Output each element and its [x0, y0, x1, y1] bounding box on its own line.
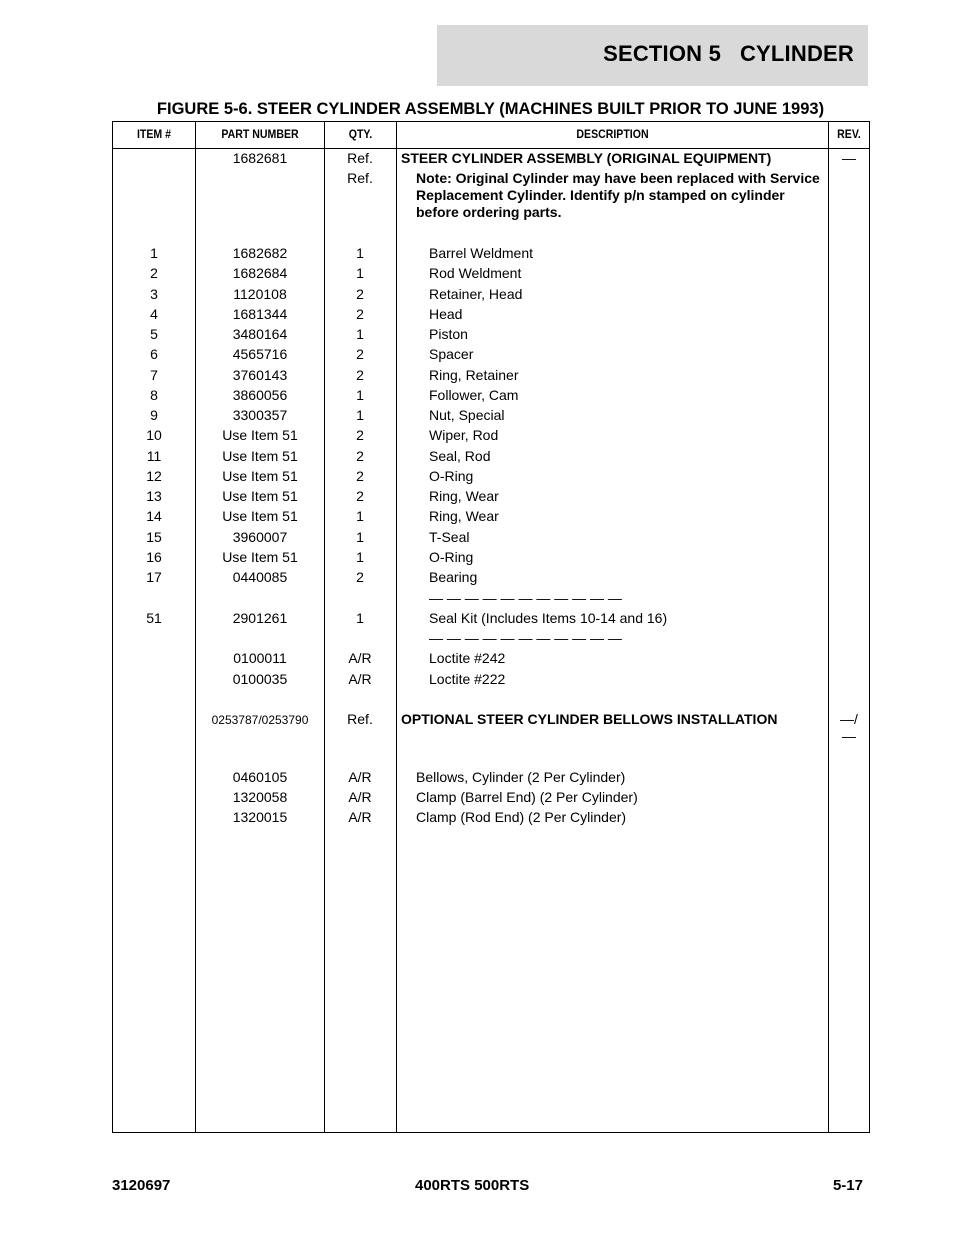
quantity: 2: [356, 306, 364, 322]
description: OPTIONAL STEER CYLINDER BELLOWS INSTALLATION: [401, 711, 778, 727]
section-title: SECTION 5 CYLINDER: [603, 41, 854, 66]
quantity: 2: [356, 468, 364, 484]
quantity: 1: [356, 387, 364, 403]
description: Bellows, Cylinder (2 Per Cylinder): [416, 769, 626, 785]
table-row: [113, 448, 869, 468]
quantity: 2: [356, 569, 364, 585]
quantity: A/R: [348, 789, 372, 805]
quantity: 1: [356, 549, 364, 565]
item-number: 6: [150, 346, 158, 362]
revision: —/: [840, 711, 858, 727]
header-description: DESCRIPTION: [576, 127, 649, 141]
part-number: 3960007: [232, 529, 288, 545]
table-row: [113, 427, 869, 447]
quantity: Ref.: [347, 150, 373, 166]
description: Head: [429, 306, 463, 322]
item-number: 12: [146, 468, 162, 484]
footer-page-number: 5-17: [832, 1177, 863, 1194]
description: Clamp (Rod End) (2 Per Cylinder): [416, 809, 627, 825]
part-number: 3760143: [232, 367, 288, 383]
table-row: [113, 407, 869, 427]
part-number: 1682684: [232, 265, 288, 281]
description: Seal, Rod: [429, 448, 491, 464]
part-number: 1681344: [232, 306, 288, 322]
part-number: 1320058: [232, 789, 288, 805]
parts-table: [112, 121, 870, 1133]
part-number: Use Item 51: [222, 468, 298, 484]
separator-dashes: — — — — — — — — — — —: [429, 630, 622, 646]
item-number: 3: [150, 286, 158, 302]
table-row: [113, 326, 869, 346]
item-number: 10: [146, 427, 162, 443]
bellows-row: [113, 769, 869, 789]
description: Loctite #242: [429, 650, 506, 666]
table-row: [113, 306, 869, 326]
item-number: 51: [146, 610, 162, 626]
description: Follower, Cam: [429, 387, 519, 403]
bellows-row: [113, 809, 869, 829]
table-row: [113, 387, 869, 407]
quantity: 1: [356, 326, 364, 342]
quantity: 2: [356, 488, 364, 504]
header-rev: REV.: [837, 127, 861, 141]
description: Nut, Special: [429, 407, 505, 423]
part-number: Use Item 51: [222, 488, 298, 504]
footer-document-number: 3120697: [112, 1177, 171, 1194]
quantity: A/R: [348, 769, 372, 785]
part-number: 0440085: [232, 569, 288, 585]
part-number: 1320015: [232, 809, 288, 825]
description: Ring, Wear: [429, 508, 499, 524]
description: O-Ring: [429, 549, 474, 565]
assembly-row: [113, 150, 869, 170]
quantity: A/R: [348, 809, 372, 825]
quantity: 1: [356, 265, 364, 281]
description: Spacer: [429, 346, 474, 362]
table-row: [113, 367, 869, 387]
quantity: A/R: [348, 650, 372, 666]
header-part-number: PART NUMBER: [221, 127, 299, 141]
item-number: 15: [146, 529, 162, 545]
description: Wiper, Rod: [429, 427, 499, 443]
description: Loctite #222: [429, 671, 506, 687]
part-number: 1682681: [232, 150, 288, 166]
description: Retainer, Head: [429, 286, 523, 302]
part-number: 1682682: [232, 245, 288, 261]
item-number: 13: [146, 488, 162, 504]
quantity: Ref.: [347, 711, 373, 727]
revision: —: [842, 150, 856, 166]
footer-model: 400RTS 500RTS: [415, 1177, 530, 1194]
part-number: Use Item 51: [222, 448, 298, 464]
item-number: 4: [150, 306, 158, 322]
quantity: 1: [356, 407, 364, 423]
item-number: 9: [150, 407, 158, 423]
dash-row: [113, 590, 869, 610]
bellows-row: [113, 789, 869, 809]
description: Ring, Wear: [429, 488, 499, 504]
note-line: before ordering parts.: [416, 204, 562, 220]
part-number: 2901261: [232, 610, 288, 626]
section-banner: [437, 25, 868, 86]
part-number: 3480164: [232, 326, 288, 342]
part-number: 4565716: [232, 346, 288, 362]
quantity: 1: [356, 508, 364, 524]
quantity: A/R: [348, 671, 372, 687]
note-line: Note: Original Cylinder may have been replaced with Service: [416, 170, 820, 186]
table-row: [113, 245, 869, 265]
quantity: 1: [356, 529, 364, 545]
description: O-Ring: [429, 468, 474, 484]
part-number: Use Item 51: [222, 508, 298, 524]
header-qty: QTY.: [348, 127, 373, 141]
table-row: [113, 549, 869, 569]
revision: —: [842, 728, 856, 744]
item-number: 2: [150, 265, 158, 281]
part-number: 1120108: [233, 286, 287, 302]
description: Rod Weldment: [429, 265, 522, 281]
seal-kit-row: [113, 610, 869, 630]
table-row: [113, 468, 869, 488]
quantity: 2: [356, 367, 364, 383]
table-row: [113, 529, 869, 549]
header-item: ITEM #: [136, 127, 172, 141]
note-line: Replacement Cylinder. Identify p/n stamped on cylinder: [416, 187, 785, 203]
description: Seal Kit (Includes Items 10-14 and 16): [429, 610, 668, 626]
table-row: [113, 488, 869, 508]
description: Bearing: [429, 569, 478, 585]
quantity: 1: [356, 245, 364, 261]
item-number: 11: [146, 448, 162, 464]
item-number: 14: [146, 508, 162, 524]
table-row: [113, 508, 869, 528]
description: T-Seal: [429, 529, 470, 545]
part-number: Use Item 51: [222, 427, 298, 443]
part-number: 3860056: [232, 387, 288, 403]
description: Piston: [429, 326, 468, 342]
quantity: 1: [356, 610, 364, 626]
loctite-row: [113, 650, 869, 670]
note-row: [113, 204, 869, 224]
quantity: 2: [356, 346, 364, 362]
item-number: 17: [146, 569, 162, 585]
part-number: 0460105: [232, 769, 288, 785]
table-row: [113, 286, 869, 306]
header-divider: [113, 148, 869, 149]
table-row: [113, 265, 869, 285]
part-number: 0253787/0253790: [211, 713, 309, 727]
table-row: [113, 346, 869, 366]
item-number: 5: [150, 326, 158, 342]
item-number: 1: [150, 245, 158, 261]
item-number: 7: [150, 367, 158, 383]
quantity: 2: [356, 448, 364, 464]
description: Clamp (Barrel End) (2 Per Cylinder): [416, 789, 638, 805]
loctite-row: [113, 671, 869, 691]
quantity: 2: [356, 427, 364, 443]
dash-row: [113, 630, 869, 650]
figure-title: FIGURE 5-6. STEER CYLINDER ASSEMBLY (MACHINES BUILT PRIOR TO JUNE 1993): [156, 100, 825, 118]
quantity: 2: [356, 286, 364, 302]
part-number: 0100035: [232, 671, 288, 687]
item-number: 8: [150, 387, 158, 403]
part-number: Use Item 51: [222, 549, 298, 565]
item-number: 16: [146, 549, 162, 565]
description: Ring, Retainer: [429, 367, 519, 383]
separator-dashes: — — — — — — — — — — —: [429, 590, 622, 606]
description: STEER CYLINDER ASSEMBLY (ORIGINAL EQUIPMENT): [401, 150, 772, 166]
quantity: Ref.: [347, 170, 373, 186]
table-row: [113, 569, 869, 589]
optional-row-rev: [113, 728, 869, 748]
part-number: 0100011: [233, 650, 287, 666]
description: Barrel Weldment: [429, 245, 534, 261]
part-number: 3300357: [232, 407, 288, 423]
